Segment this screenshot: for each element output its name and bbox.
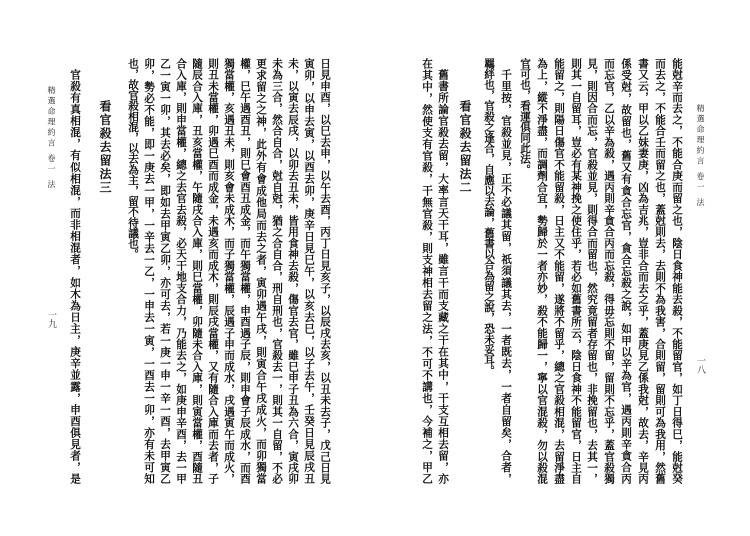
text-column: 係受尅，故留也，舊又有貪合忘官，貪合忘殺之說，如甲以辛為官，遇丙則辛貪合丙 — [620, 58, 632, 484]
text-column: 見，則因合而忘，官殺並見，則得合而留也，然究竟留者存留也，非挽留也，去其一， — [586, 58, 598, 484]
text-column: 書又云，甲以乙妹妻庚，凶為吉兆，豈非合而去之乎，蓋庚見乙係我尅，故去，辛見丙 — [637, 58, 649, 484]
text-column: 隨辰合入庫，丑亥當權，午隨戌合入庫，則巳當權，卯隨未合入庫，則寅當權，酉隨丑 — [191, 58, 203, 484]
text-column: 在其中，然使支有官殺，干無官殺，則支神相去留之法，不可不講也，今補之，甲乙 — [421, 58, 433, 484]
text-column: 則其一自留耳，豈必有某神挽之使住乎，若必如舊書所云，陰日食神不能留官，日主自 — [570, 58, 582, 484]
text-column: 舊書所論官殺去留，大率言天干耳，雖言干而支藏之干在其中，干支互相去留，亦 — [437, 69, 449, 484]
text-column: 也，故官殺相混，以去為主，留不待議也。 — [127, 58, 139, 260]
page-number: 一九 — [46, 310, 56, 328]
right-page — [375, 0, 750, 536]
text-column: 日見申酉，以巳去申，以午去酉，丙丁日見亥子，以辰戌去亥，以丑未去子，戊己日見 — [319, 58, 331, 484]
text-column: 則丑未當權，卯遇巳酉而成金，未遇亥而成木，則辰戌當權，又有隨合入庫而去者，子 — [207, 58, 219, 484]
text-column: 未，以寅去辰戌，以卯去丑未，皆用食神去殺，傷官去官，雖巳申子丑為六合，寅戌卯 — [287, 58, 299, 484]
text-column: 未為三合，然合自合，尅自尅，猶之合自合，刑自刑也，官殺去一，則其一自留，不必 — [271, 58, 283, 484]
text-column: 官可也，看運俱同此法。 — [519, 58, 531, 175]
text-column: 官殺有真相混，有似相混，而非相混者，如木為日主，庚辛並露，申酉俱見者，是 — [69, 69, 81, 484]
text-column: 獨當權，亥遇丑未，則亥會未成木，而子獨當權，辰遇子申而成水，戌遇寅午而成火， — [223, 58, 235, 484]
text-column: 能留之，則陽日傷官不能留殺，日主又不能留，遂將不留乎，總之官殺相混，去留淨盡 — [553, 58, 565, 484]
running-head: 精選命理約言 卷一 法 — [47, 86, 56, 191]
page-number: 一八 — [695, 356, 705, 374]
text-column: 為上，縱不淨盡，而調劑合宜，勢歸於一者亦妙，殺不能歸一，寧以官混殺，勿以殺混 — [536, 58, 548, 484]
text-column: 羈絆也，官殺之逢合，自應以去論，舊書以合為留之說，恐未妥耳。 — [483, 58, 495, 376]
text-column: 千里按，官殺並見，正不必議其留，祇須議其去，一者既去，一者自留矣，合者， — [500, 69, 512, 484]
section-heading: 看官殺去留法三 — [98, 100, 112, 195]
text-column: 而去之，不能合壬而留之也，蓋尅則去，去則不為我害，合則留，留則可為我用，然舊 — [654, 58, 666, 484]
text-column: 權，巳午遇酉丑，則巳會酉丑成金，而午獨當權，申酉遇子辰，則申會子辰成水，而酉 — [239, 58, 251, 484]
text-column: 卯，勢必不能，即一庚去一甲，一辛去一乙，一申去一寅，一酉去一卯，亦有未可知 — [143, 58, 155, 484]
text-column: 合入庫，則申當權，總之去官去殺，必天干地支合力，乃能去之，如庚申辛酉，去一甲 — [175, 58, 187, 484]
running-head: 精選命理約言 卷一 法 — [696, 104, 705, 209]
text-column: 更求留之之神，此外有會成他局而去之者，寅卯遇午戌，則寅合午戌成火，而卯獨當 — [255, 58, 267, 484]
text-column: 而忘官，乙以辛為殺，遇丙則辛貪合丙而忘殺，得毋忘則不留，留則不忘乎，蓋官殺獨 — [603, 58, 615, 484]
text-column: 乙一寅一卯，其去必矣，即如去甲寅乙卯，亦可去，若一庚一申一辛一酉，去甲寅乙 — [159, 58, 171, 484]
text-column: 寅卯，以申去寅，以酉去卯，庚辛日見巳午，以亥去巳，以子去午，壬癸日見辰戌丑 — [303, 58, 315, 484]
text-column: 能尅辛而去之，不能合庚而留之也，陰日食神能去殺，不能留官，如丁日得巳，能尅癸 — [671, 58, 683, 484]
section-heading: 看官殺去留法二 — [458, 100, 472, 195]
